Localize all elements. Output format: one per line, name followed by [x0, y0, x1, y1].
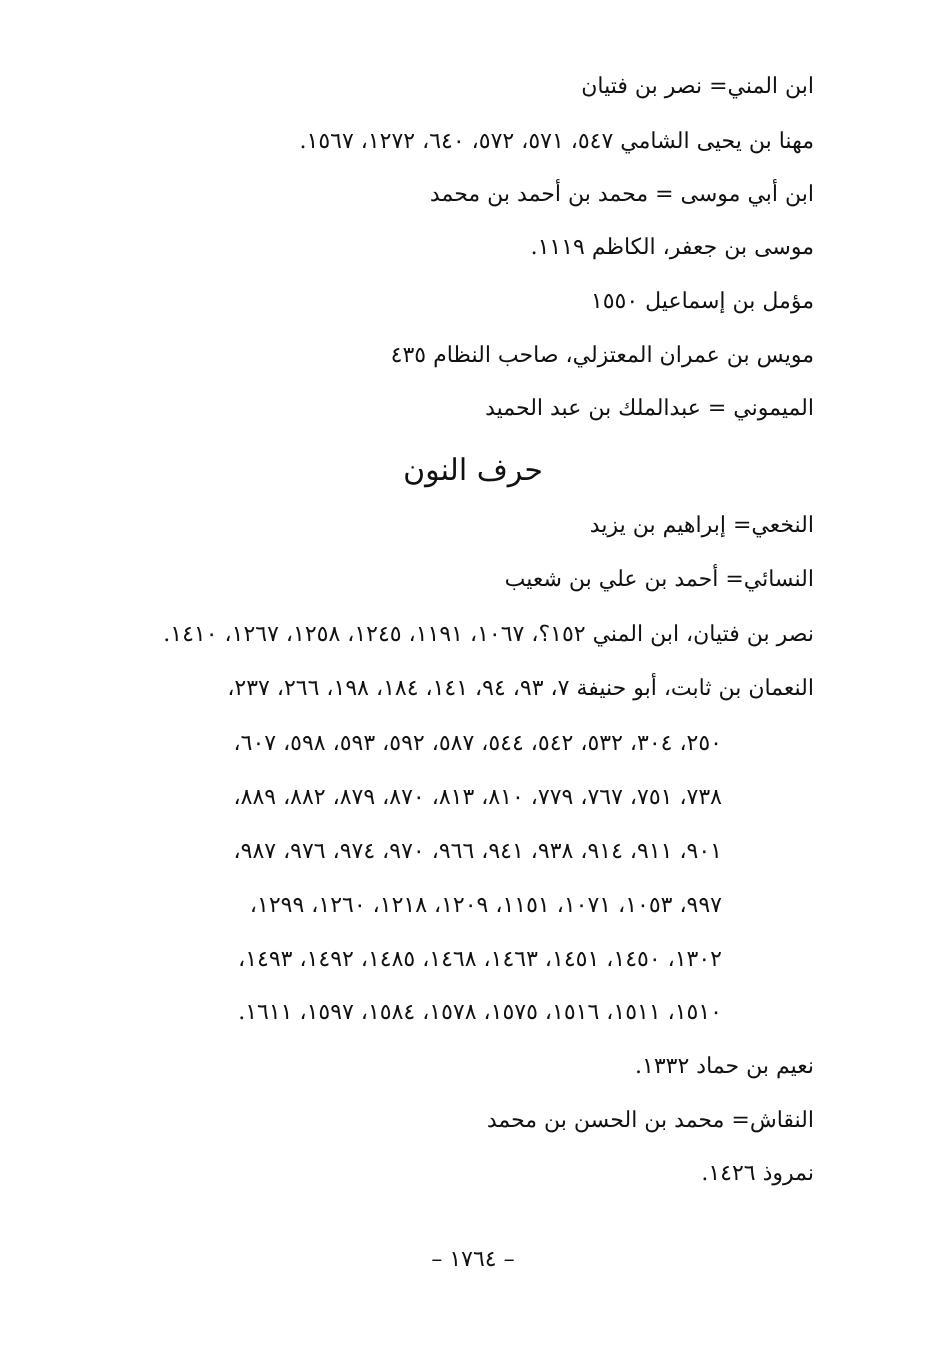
page-number: – ١٧٦٤ –: [431, 1247, 515, 1272]
index-entry-continuation: ١٥١٠، ١٥١١، ١٥١٦، ١٥٧٥، ١٥٧٨، ١٥٨٤، ١٥٩٧، ١٦١١.: [238, 1000, 722, 1025]
index-entry-continuation: ١٣٠٢، ١٤٥٠، ١٤٥١، ١٤٦٣، ١٤٦٨، ١٤٨٥، ١٤٩٢، ١٤٩٣،: [238, 947, 722, 972]
index-entry-continuation: ٩٠١، ٩١١، ٩١٤، ٩٣٨، ٩٤١، ٩٦٦، ٩٧٠، ٩٧٤، ٩٧٦، ٩٨٧،: [233, 839, 722, 864]
index-entry-namrudh: نمروذ ١٤٢٦.: [701, 1161, 814, 1186]
index-entry-alnasai: النسائي= أحمد بن علي بن شعيب: [504, 567, 814, 592]
index-entry-almaymuni: الميموني = عبدالملك بن عبد الحميد: [485, 396, 814, 421]
index-entry-muhanna: مهنا بن يحيى الشامي ٥٤٧، ٥٧١، ٥٧٢، ٦٤٠، ١٢٧٢، ١٥٦٧.: [299, 129, 814, 154]
index-entry-alnakhai: النخعي= إبراهيم بن يزيد: [589, 513, 814, 538]
index-entry-ibn-almunni: ابن المني= نصر بن فتيان: [581, 74, 814, 99]
index-entry-muwais: مويس بن عمران المعتزلي، صاحب النظام ٤٣٥: [390, 343, 814, 368]
index-entry-nuaym: نعيم بن حماد ١٣٣٢.: [635, 1054, 814, 1079]
index-entry-continuation: ٧٣٨، ٧٥١، ٧٦٧، ٧٧٩، ٨١٠، ٨١٣، ٨٧٠، ٨٧٩، ٨٨٢، ٨٨٩،: [233, 785, 722, 810]
section-heading: حرف النون: [403, 453, 543, 488]
index-entry-alnuman: النعمان بن ثابت، أبو حنيفة ٧، ٩٣، ٩٤، ١٤١، ١٨٤، ١٩٨، ٢٦٦، ٢٣٧،: [227, 676, 814, 701]
index-entry-ibn-abi-musa: ابن أبي موسى = محمد بن أحمد بن محمد: [429, 182, 814, 207]
index-entry-muammal: مؤمل بن إسماعيل ١٥٥٠: [590, 289, 814, 314]
index-entry-continuation: ٢٥٠، ٣٠٤، ٥٣٢، ٥٤٢، ٥٤٤، ٥٨٧، ٥٩٢، ٥٩٣، ٥٩٨، ٦٠٧،: [233, 731, 722, 756]
index-entry-alnaqqash: النقاش= محمد بن الحسن بن محمد: [486, 1108, 814, 1133]
index-entry-musa-bin-jafar: موسى بن جعفر، الكاظم ١١١٩.: [530, 235, 814, 260]
index-entry-nasr-bin-fityan: نصر بن فتيان، ابن المني ١٥٢؟، ١٠٦٧، ١١٩١، ١٢٤٥، ١٢٥٨، ١٢٦٧، ١٤١٠.: [163, 622, 814, 647]
index-entry-continuation: ٩٩٧، ١٠٥٣، ١٠٧١، ١١٥١، ١٢٠٩، ١٢١٨، ١٢٦٠، ١٢٩٩،: [249, 893, 722, 918]
